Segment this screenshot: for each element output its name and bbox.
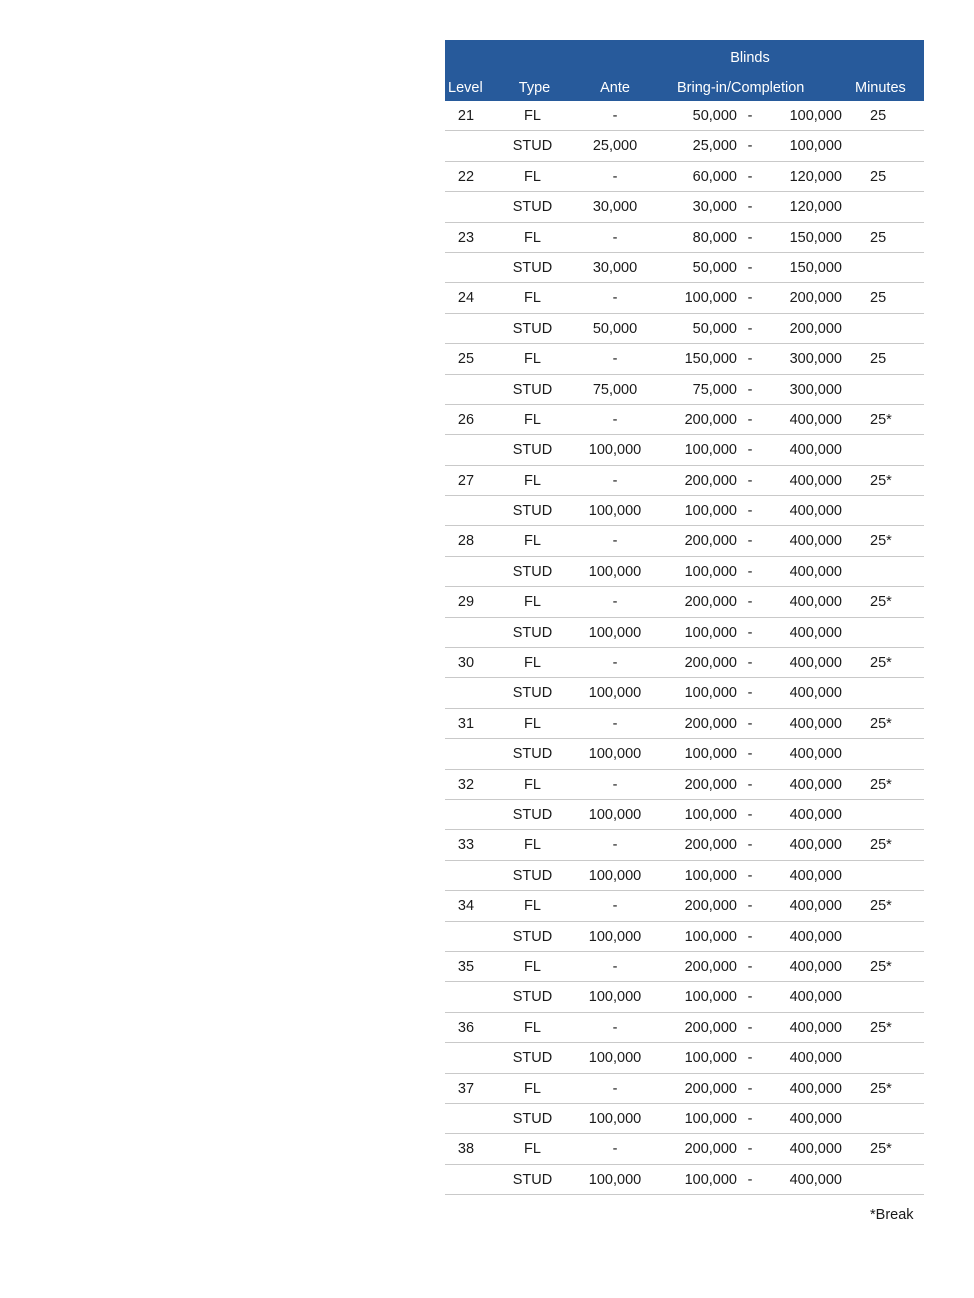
- completion-cell: 200,000: [789, 320, 842, 337]
- table-row: [445, 192, 924, 222]
- minutes-cell: 25*: [870, 533, 892, 550]
- ante-cell: -: [612, 1019, 618, 1036]
- column-header-row: [445, 80, 924, 100]
- bring-in-cell: 100,000: [684, 290, 737, 307]
- ante-cell: -: [612, 229, 618, 246]
- separator-dash: -: [747, 411, 753, 428]
- separator-dash: -: [747, 1050, 753, 1067]
- completion-cell: 400,000: [789, 594, 842, 611]
- minutes-cell: 25: [870, 290, 887, 307]
- table-row: [445, 1074, 924, 1104]
- ante-cell: 25,000: [592, 138, 638, 155]
- separator-dash: -: [747, 594, 753, 611]
- type-cell: FL: [524, 594, 541, 611]
- completion-cell: 400,000: [789, 806, 842, 823]
- completion-cell: 120,000: [789, 199, 842, 216]
- ante-cell: -: [612, 776, 618, 793]
- minutes-cell: 25*: [870, 411, 892, 428]
- separator-dash: -: [747, 685, 753, 702]
- type-cell: FL: [524, 472, 541, 489]
- table-row: [445, 526, 924, 556]
- separator-dash: -: [747, 989, 753, 1006]
- level-cell: 37: [457, 1080, 475, 1097]
- type-cell: STUD: [512, 259, 553, 276]
- ante-cell: -: [612, 108, 618, 124]
- level-cell: 33: [457, 837, 475, 854]
- completion-cell: 400,000: [789, 655, 842, 672]
- table-row: [445, 466, 924, 496]
- separator-dash: -: [747, 138, 753, 155]
- table-row: [445, 101, 924, 131]
- separator-dash: -: [747, 867, 753, 884]
- minutes-cell: 25*: [870, 715, 892, 732]
- bring-in-cell: 100,000: [684, 563, 737, 580]
- table-body: [445, 101, 924, 1195]
- table-row: [445, 131, 924, 161]
- table-row: [445, 435, 924, 465]
- ante-cell: 100,000: [588, 806, 642, 823]
- completion-cell: 400,000: [789, 1050, 842, 1067]
- bring-in-cell: 150,000: [684, 351, 737, 368]
- separator-dash: -: [747, 837, 753, 854]
- ante-cell: -: [612, 898, 618, 915]
- bring-in-cell: 100,000: [684, 685, 737, 702]
- completion-cell: 400,000: [789, 958, 842, 975]
- bring-in-cell: 100,000: [684, 503, 737, 520]
- type-cell: STUD: [512, 685, 553, 702]
- type-cell: FL: [524, 168, 541, 185]
- separator-dash: -: [747, 1019, 753, 1036]
- separator-dash: -: [747, 624, 753, 641]
- completion-cell: 300,000: [789, 381, 842, 398]
- separator-dash: -: [747, 1171, 753, 1188]
- ante-cell: 100,000: [588, 928, 642, 945]
- type-cell: FL: [524, 1080, 541, 1097]
- separator-dash: -: [747, 806, 753, 823]
- bring-in-cell: 100,000: [684, 624, 737, 641]
- separator-dash: -: [747, 168, 753, 185]
- type-cell: FL: [524, 715, 541, 732]
- completion-cell: 400,000: [789, 685, 842, 702]
- separator-dash: -: [747, 442, 753, 459]
- separator-dash: -: [747, 472, 753, 489]
- bring-in-cell: 200,000: [684, 1080, 737, 1097]
- ante-cell: -: [612, 411, 618, 428]
- table-row: [445, 1134, 924, 1164]
- ante-cell: 100,000: [588, 442, 642, 459]
- completion-cell: 400,000: [789, 867, 842, 884]
- minutes-cell: 25: [870, 108, 887, 124]
- table-row: [445, 982, 924, 1012]
- level-column-header: Level: [448, 80, 483, 96]
- table-row: [445, 405, 924, 435]
- ante-cell: 100,000: [588, 685, 642, 702]
- table-row: [445, 314, 924, 344]
- table-row: [445, 283, 924, 313]
- ante-cell: 100,000: [588, 563, 642, 580]
- bring-in-cell: 200,000: [684, 958, 737, 975]
- ante-cell: 50,000: [592, 320, 638, 337]
- type-cell: STUD: [512, 867, 553, 884]
- table-row: [445, 861, 924, 891]
- bring-in-cell: 200,000: [684, 837, 737, 854]
- completion-cell: 100,000: [789, 138, 842, 155]
- type-cell: FL: [524, 411, 541, 428]
- completion-cell: 400,000: [789, 411, 842, 428]
- level-cell: 27: [457, 472, 475, 489]
- separator-dash: -: [747, 715, 753, 732]
- type-cell: STUD: [512, 624, 553, 641]
- table-row: [445, 922, 924, 952]
- separator-dash: -: [747, 746, 753, 763]
- bring-in-cell: 200,000: [684, 655, 737, 672]
- bring-in-completion-column-header: Bring-in/Completion: [677, 80, 805, 96]
- ante-cell: -: [612, 290, 618, 307]
- ante-cell: 100,000: [588, 1171, 642, 1188]
- completion-cell: 400,000: [789, 746, 842, 763]
- level-cell: 24: [457, 290, 475, 307]
- minutes-cell: 25*: [870, 898, 892, 915]
- level-cell: 35: [457, 958, 475, 975]
- completion-cell: 400,000: [789, 503, 842, 520]
- ante-cell: 30,000: [592, 259, 638, 276]
- completion-cell: 300,000: [789, 351, 842, 368]
- bring-in-cell: 100,000: [684, 806, 737, 823]
- ante-cell: 100,000: [588, 867, 642, 884]
- table-row: [445, 1104, 924, 1134]
- level-cell: 36: [457, 1019, 475, 1036]
- table-row: [445, 223, 924, 253]
- type-cell: STUD: [512, 746, 553, 763]
- level-cell: 21: [457, 108, 475, 124]
- type-cell: STUD: [512, 381, 553, 398]
- bring-in-cell: 200,000: [684, 472, 737, 489]
- table-row: [445, 891, 924, 921]
- separator-dash: -: [747, 1141, 753, 1158]
- completion-cell: 400,000: [789, 1141, 842, 1158]
- separator-dash: -: [747, 563, 753, 580]
- type-cell: STUD: [512, 989, 553, 1006]
- ante-cell: 100,000: [588, 746, 642, 763]
- ante-column-header: Ante: [600, 80, 630, 96]
- table-row: [445, 1013, 924, 1043]
- separator-dash: -: [747, 655, 753, 672]
- type-cell: FL: [524, 958, 541, 975]
- separator-dash: -: [747, 381, 753, 398]
- type-cell: FL: [524, 229, 541, 246]
- minutes-column-header: Minutes: [855, 80, 906, 96]
- bring-in-cell: 100,000: [684, 442, 737, 459]
- type-cell: STUD: [512, 1110, 553, 1127]
- minutes-cell: 25*: [870, 472, 892, 489]
- minutes-cell: 25*: [870, 1019, 892, 1036]
- ante-cell: 100,000: [588, 1110, 642, 1127]
- bring-in-cell: 25,000: [692, 138, 737, 155]
- minutes-cell: 25*: [870, 1080, 892, 1097]
- bring-in-cell: 200,000: [684, 594, 737, 611]
- completion-cell: 400,000: [789, 563, 842, 580]
- type-cell: STUD: [512, 138, 553, 155]
- bring-in-cell: 200,000: [684, 776, 737, 793]
- bring-in-cell: 200,000: [684, 715, 737, 732]
- type-cell: FL: [524, 655, 541, 672]
- table-row: [445, 800, 924, 830]
- type-cell: STUD: [512, 1171, 553, 1188]
- blinds-group-header: Blinds: [730, 50, 770, 66]
- completion-cell: 100,000: [789, 108, 842, 124]
- separator-dash: -: [747, 108, 753, 124]
- table-row: [445, 1165, 924, 1195]
- completion-cell: 400,000: [789, 1110, 842, 1127]
- separator-dash: -: [747, 290, 753, 307]
- type-cell: STUD: [512, 503, 553, 520]
- minutes-cell: 25*: [870, 1141, 892, 1158]
- bring-in-cell: 100,000: [684, 1050, 737, 1067]
- level-cell: 26: [457, 411, 475, 428]
- ante-cell: 100,000: [588, 989, 642, 1006]
- separator-dash: -: [747, 898, 753, 915]
- type-cell: FL: [524, 837, 541, 854]
- table-row: [445, 648, 924, 678]
- completion-cell: 400,000: [789, 1080, 842, 1097]
- table-row: [445, 709, 924, 739]
- type-cell: FL: [524, 108, 541, 124]
- minutes-cell: 25*: [870, 837, 892, 854]
- minutes-cell: 25*: [870, 958, 892, 975]
- table-row: [445, 739, 924, 769]
- type-cell: FL: [524, 533, 541, 550]
- separator-dash: -: [747, 229, 753, 246]
- table-row: [445, 952, 924, 982]
- completion-cell: 400,000: [789, 928, 842, 945]
- ante-cell: -: [612, 715, 618, 732]
- bring-in-cell: 75,000: [692, 381, 737, 398]
- ante-cell: 30,000: [592, 199, 638, 216]
- bring-in-cell: 100,000: [684, 989, 737, 1006]
- ante-cell: 75,000: [592, 381, 638, 398]
- completion-cell: 400,000: [789, 898, 842, 915]
- completion-cell: 400,000: [789, 442, 842, 459]
- table-row: [445, 830, 924, 860]
- ante-cell: -: [612, 472, 618, 489]
- table-row: [445, 162, 924, 192]
- type-cell: STUD: [512, 1050, 553, 1067]
- table-row: [445, 587, 924, 617]
- bring-in-cell: 200,000: [684, 1141, 737, 1158]
- level-cell: 23: [457, 229, 475, 246]
- ante-cell: -: [612, 533, 618, 550]
- separator-dash: -: [747, 503, 753, 520]
- bring-in-cell: 60,000: [692, 168, 737, 185]
- minutes-cell: 25*: [870, 655, 892, 672]
- separator-dash: -: [747, 1080, 753, 1097]
- blinds-structure-table: [445, 40, 924, 1195]
- type-cell: FL: [524, 290, 541, 307]
- table-row: [445, 557, 924, 587]
- bring-in-cell: 100,000: [684, 928, 737, 945]
- completion-cell: 400,000: [789, 776, 842, 793]
- level-cell: 38: [457, 1141, 475, 1158]
- level-cell: 28: [457, 533, 475, 550]
- completion-cell: 400,000: [789, 1019, 842, 1036]
- bring-in-cell: 200,000: [684, 898, 737, 915]
- bring-in-cell: 200,000: [684, 1019, 737, 1036]
- bring-in-cell: 100,000: [684, 1171, 737, 1188]
- level-cell: 32: [457, 776, 475, 793]
- completion-cell: 120,000: [789, 168, 842, 185]
- bring-in-cell: 200,000: [684, 533, 737, 550]
- bring-in-cell: 30,000: [692, 199, 737, 216]
- completion-cell: 400,000: [789, 533, 842, 550]
- type-cell: STUD: [512, 320, 553, 337]
- level-cell: 34: [457, 898, 475, 915]
- table-row: [445, 253, 924, 283]
- type-column-header: Type: [518, 80, 551, 96]
- completion-cell: 400,000: [789, 989, 842, 1006]
- type-cell: FL: [524, 351, 541, 368]
- separator-dash: -: [747, 1110, 753, 1127]
- table-row: [445, 344, 924, 374]
- table-row: [445, 678, 924, 708]
- level-cell: 29: [457, 594, 475, 611]
- bring-in-cell: 200,000: [684, 411, 737, 428]
- completion-cell: 200,000: [789, 290, 842, 307]
- ante-cell: -: [612, 351, 618, 368]
- minutes-cell: 25*: [870, 594, 892, 611]
- type-cell: FL: [524, 1019, 541, 1036]
- separator-dash: -: [747, 199, 753, 216]
- type-cell: STUD: [512, 442, 553, 459]
- bring-in-cell: 100,000: [684, 867, 737, 884]
- table-row: [445, 770, 924, 800]
- separator-dash: -: [747, 351, 753, 368]
- completion-cell: 400,000: [789, 837, 842, 854]
- minutes-cell: 25: [870, 168, 887, 185]
- type-cell: FL: [524, 1141, 541, 1158]
- type-cell: STUD: [512, 199, 553, 216]
- ante-cell: 100,000: [588, 1050, 642, 1067]
- level-cell: 22: [457, 168, 475, 185]
- separator-dash: -: [747, 259, 753, 276]
- type-cell: STUD: [512, 563, 553, 580]
- completion-cell: 400,000: [789, 715, 842, 732]
- separator-dash: -: [747, 928, 753, 945]
- separator-dash: -: [747, 776, 753, 793]
- type-cell: FL: [524, 898, 541, 915]
- table-row: [445, 496, 924, 526]
- ante-cell: -: [612, 1141, 618, 1158]
- minutes-cell: 25*: [870, 776, 892, 793]
- bring-in-cell: 100,000: [684, 746, 737, 763]
- ante-cell: 100,000: [588, 624, 642, 641]
- completion-cell: 400,000: [789, 472, 842, 489]
- separator-dash: -: [747, 958, 753, 975]
- table-header: [445, 40, 924, 101]
- minutes-cell: 25: [870, 229, 887, 246]
- bring-in-cell: 50,000: [692, 320, 737, 337]
- level-cell: 30: [457, 655, 475, 672]
- separator-dash: -: [747, 533, 753, 550]
- type-cell: STUD: [512, 928, 553, 945]
- table-row: [445, 375, 924, 405]
- completion-cell: 150,000: [789, 229, 842, 246]
- table-row: [445, 618, 924, 648]
- break-footnote: *Break: [870, 1207, 914, 1223]
- ante-cell: -: [612, 655, 618, 672]
- type-cell: STUD: [512, 806, 553, 823]
- type-cell: FL: [524, 776, 541, 793]
- ante-cell: -: [612, 837, 618, 854]
- level-cell: 31: [457, 715, 475, 732]
- completion-cell: 400,000: [789, 624, 842, 641]
- ante-cell: -: [612, 594, 618, 611]
- separator-dash: -: [747, 320, 753, 337]
- completion-cell: 150,000: [789, 259, 842, 276]
- ante-cell: 100,000: [588, 503, 642, 520]
- level-cell: 25: [457, 351, 475, 368]
- minutes-cell: 25: [870, 351, 887, 368]
- bring-in-cell: 50,000: [692, 259, 737, 276]
- bring-in-cell: 100,000: [684, 1110, 737, 1127]
- ante-cell: -: [612, 958, 618, 975]
- ante-cell: -: [612, 168, 618, 185]
- table-row: [445, 1043, 924, 1073]
- completion-cell: 400,000: [789, 1171, 842, 1188]
- bring-in-cell: 50,000: [692, 108, 737, 124]
- bring-in-cell: 80,000: [692, 229, 737, 246]
- ante-cell: -: [612, 1080, 618, 1097]
